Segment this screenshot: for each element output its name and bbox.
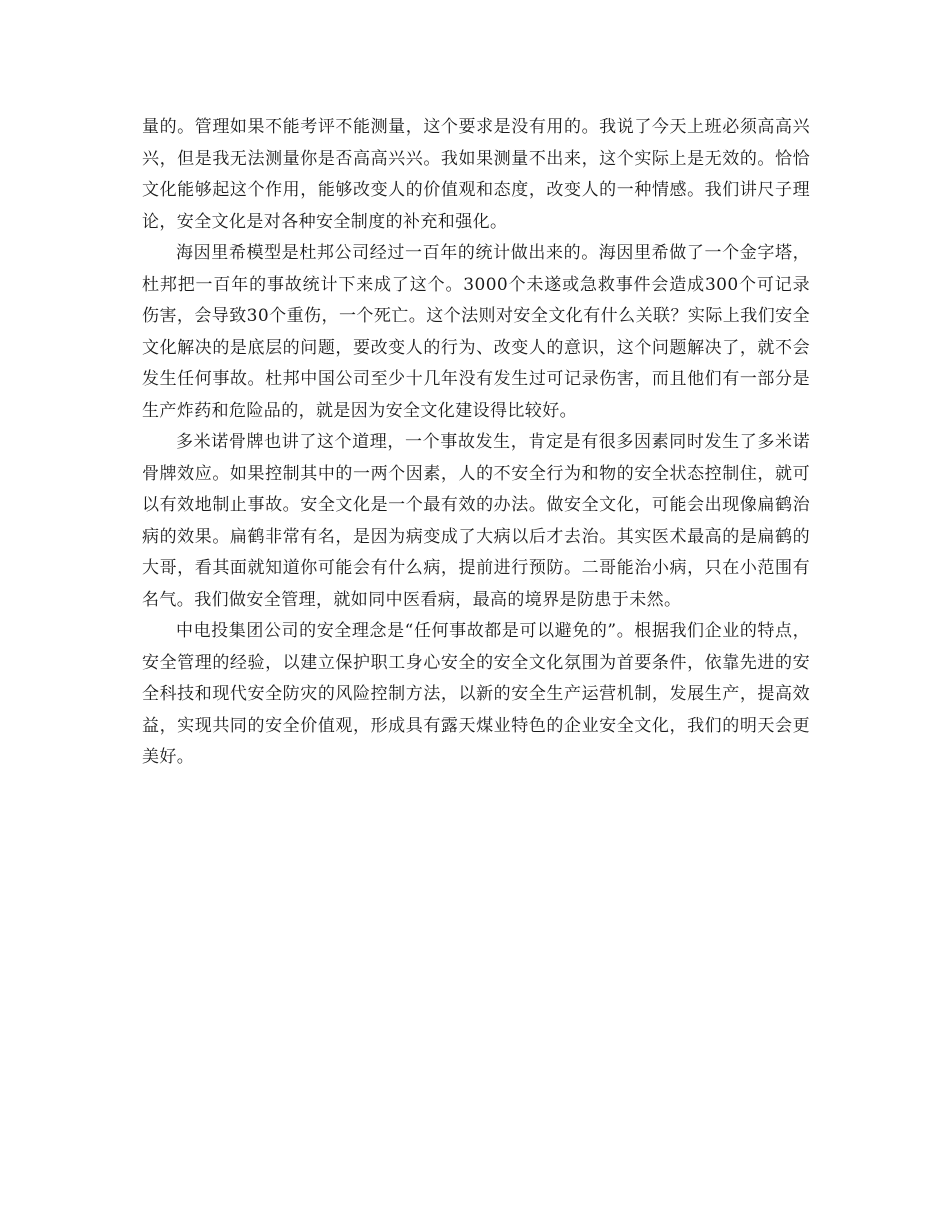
paragraph-1: 量的。管理如果不能考评不能测量，这个要求是没有用的。我说了今天上班必须高高兴兴，但是我无法测量你是否高高兴兴。我如果测量不出来，这个实际上是无效的。恰恰文化能够起这个作用，能够改变人的价值观和态度，改变人的一种情感。我们讲尺子理论，安全文化是对各种安全制度的补充和强化。 [142, 117, 810, 232]
paragraph-3: 多米诺骨牌也讲了这个道理，一个事故发生，肯定是有很多因素同时发生了多米诺骨牌效应。如果控制其中的一两个因素，人的不安全行为和物的安全状态控制住，就可以有效地制止事故。安全文化是一个最有效的办法。做安全文化，可能会出现像扁鹤治病的效果。扁鹤非常有名，是因为病变成了大病以后才去治。其实医术最高的是扁鹤的大哥，看其面就知道你可能会有什么病，提前进行预防。二哥能治小病，只在小范围有名气。我们做安全管理，就如同中医看病，最高的境界是防患于未然。 [142, 432, 810, 610]
paragraph-4: 中电投集团公司的安全理念是“任何事故都是可以避免的”。根据我们企业的特点，安全管理的经验，以建立保护职工身心安全的安全文化氛围为首要条件，依靠先进的安全科技和现代安全防灾的风险控制方法，以新的安全生产运营机制，发展生产，提高效益，实现共同的安全价值观，形成具有露天煤业特色的企业安全文化，我们的明天会更美好。 [142, 621, 810, 767]
document-page [142, 112, 810, 774]
paragraph-2: 海因里希模型是杜邦公司经过一百年的统计做出来的。海因里希做了一个金字塔，杜邦把一百年的事故统计下来成了这个。3000个未遂或急救事件会造成300个可记录伤害，会导致30个重伤，一个死亡。这个法则对安全文化有什么关联？实际上我们安全文化解决的是底层的问题，要改变人的行为、改变人的意识，这个问题解决了，就不会发生任何事故。杜邦中国公司至少十几年没有发生过可记录伤害，而且他们有一部分是生产炸药和危险品的，就是因为安全文化建设得比较好。 [142, 243, 810, 421]
